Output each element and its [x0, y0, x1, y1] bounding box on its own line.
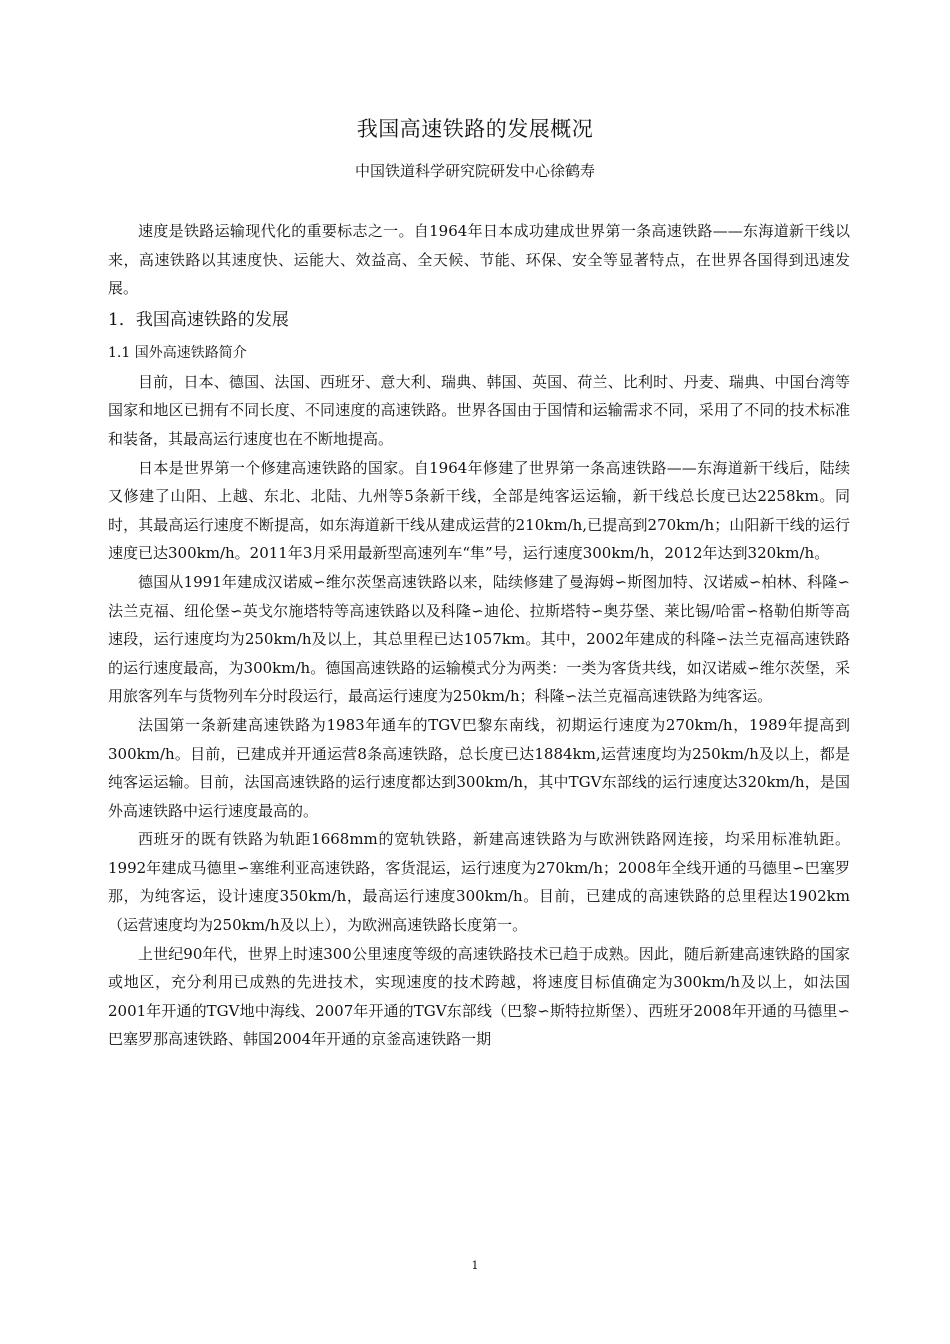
document-author: 中国铁道科学研究院研发中心徐鹤寿	[354, 162, 595, 180]
section-heading: 1．我国高速铁路的发展	[108, 309, 289, 330]
intro-paragraph: 速度是铁路运输现代化的重要标志之一。自1964年日本成功建成世界第一条高速铁路——东海道新干线以来，高速铁路以其速度快、运能大、效益高、全天候、节能、环保、安全等显著特点，在世界各国得到迅速发展。	[108, 222, 850, 298]
paragraph-technology: 上世纪90年代，世界上时速300公里速度等级的高速铁路技术已趋于成熟。因此，随后新建高速铁路的国家或地区，充分利用已成熟的先进技术，实现速度的技术跨越，将速度目标值确定为300km/h及以上，如法国2001年开通的TGV地中海线、2007年开通的TGV东部线（巴黎∽斯特拉斯堡）、西班牙2008年开通的马德里∽巴塞罗那高速铁路、韩国2004年开通的京釜高速铁路一期	[108, 944, 850, 1049]
subsection-heading: 1.1 国外高速铁路简介	[108, 344, 247, 361]
paragraph-france: 法国第一条新建高速铁路为1983年通车的TGV巴黎东南线，初期运行速度为270km/h，1989年提高到300km/h。目前，已建成并开通运营8条高速铁路，总长度已达1884km,运营速度均为250km/h及以上，都是纯客运运输。目前，法国高速铁路的运行速度都达到300km/h，其中TGV东部线的运行速度达320km/h，是国外高速铁路中运行速度最高的。	[108, 715, 850, 820]
document-body	[108, 217, 850, 1054]
paragraph-germany: 德国从1991年建成汉诺威∽维尔茨堡高速铁路以来，陆续修建了曼海姆∽斯图加特、汉诺威∽柏林、科隆∽法兰克福、纽伦堡∽英戈尔施塔特等高速铁路以及科隆∽迪伦、拉斯塔特∽奥芬堡、莱比锡/哈雷∽格勒伯斯等高速段，运行速度均为250km/h及以上，其总里程已达1057km。其中，2002年建成的科隆∽法兰克福高速铁路的运行速度最高，为300km/h。德国高速铁路的运输模式分为两类：一类为客货共线，如汉诺威∽维尔茨堡，采用旅客列车与货物列车分时段运行，最高运行速度为250km/h；科隆∽法兰克福高速铁路为纯客运。	[108, 572, 851, 706]
paragraph-japan: 日本是世界第一个修建高速铁路的国家。自1964年修建了世界第一条高速铁路——东海道新干线后，陆续又修建了山阳、上越、东北、北陆、九州等5条新干线，全部是纯客运运输，新干线总长度已达2258km。同时，其最高运行速度不断提高，如东海道新干线从建成运营的210km/h,已提高到270km/h；山阳新干线的运行速度已达300km/h。2011年3月采用最新型高速列车“隼”号，运行速度300km/h，2012年达到320km/h。	[108, 458, 850, 563]
document-title: 我国高速铁路的发展概况	[356, 117, 594, 141]
page-number: 1	[471, 1259, 479, 1272]
paragraph-spain: 西班牙的既有铁路为轨距1668mm的宽轨铁路，新建高速铁路为与欧洲铁路网连接，均采用标准轨距。1992年建成马德里∽塞维利亚高速铁路，客货混运，运行速度为270km/h；2008年全线开通的马德里∽巴塞罗那，为纯客运，设计速度350km/h，最高运行速度300km/h。目前，已建成的高速铁路的总里程达1902km（运营速度均为250km/h及以上），为欧洲高速铁路长度第一。	[108, 830, 850, 935]
paragraph-overview: 目前，日本、德国、法国、西班牙、意大利、瑞典、韩国、英国、荷兰、比利时、丹麦、瑞典、中国台湾等国家和地区已拥有不同长度、不同速度的高速铁路。世界各国由于国情和运输需求不同，采用了不同的技术标准和装备，其最高运行速度也在不断地提高。	[108, 372, 850, 448]
